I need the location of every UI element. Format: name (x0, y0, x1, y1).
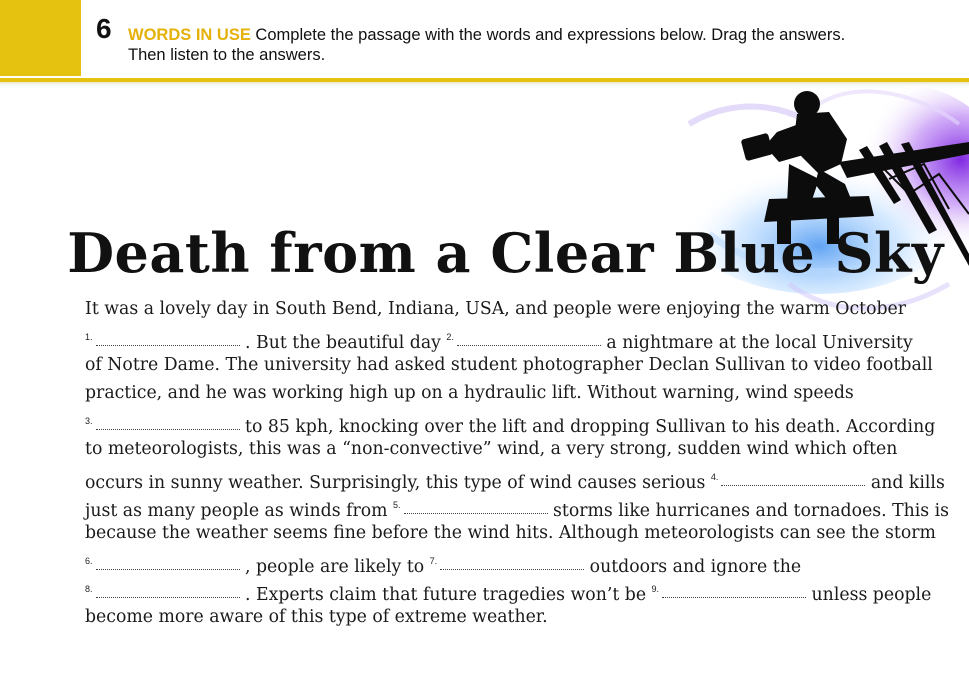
passage-text: because the weather seems fine before the wind hits. Although meteorologists can see the storm (85, 523, 936, 543)
passage-text: just as many people as winds from (85, 501, 394, 521)
section-label: WORDS IN USE (128, 26, 251, 44)
instructions (128, 25, 948, 65)
answer-gap-8[interactable] (96, 583, 240, 598)
passage-line (85, 407, 935, 435)
passage-line (85, 491, 950, 521)
instructions-line2: Then listen to the answers. (128, 46, 326, 64)
answer-gap-4[interactable] (721, 471, 865, 486)
passage-line (85, 351, 935, 379)
gap-number: 2. (446, 332, 454, 342)
passage-line (85, 295, 935, 323)
passage-line (85, 463, 945, 493)
passage-text: a nightmare at the local University (600, 333, 913, 353)
passage-text: to 85 kph, knocking over the lift and dropping Sullivan to his death. According (239, 417, 936, 437)
answer-gap-9[interactable] (662, 583, 806, 598)
passage-title: Death from a Clear Blue Sky (67, 221, 944, 285)
passage-text: . Experts claim that future tragedies won’t be (239, 585, 652, 605)
gap-number: 8. (85, 584, 93, 594)
passage-text: It was a lovely day in South Bend, Indiana, USA, and people were enjoying the warm October (85, 299, 907, 319)
passage-line (85, 547, 935, 575)
gap-number: 4. (710, 472, 719, 482)
header-bar (0, 0, 969, 78)
gap-number: 1. (85, 332, 93, 342)
camera-operator-icon (669, 84, 969, 324)
gap-number: 5. (393, 500, 401, 510)
passage-text: of Notre Dame. The university had asked student photographer Declan Sullivan to video football (85, 355, 933, 375)
passage (85, 295, 950, 631)
passage-line (85, 519, 935, 547)
passage-text: occurs in sunny weather. Surprisingly, this type of wind causes serious (85, 473, 711, 493)
passage-text: outdoors and ignore the (584, 557, 802, 577)
gap-number: 7. (429, 556, 438, 566)
answer-gap-3[interactable] (96, 415, 240, 430)
passage-text: storms like hurricanes and tornadoes. This is (547, 501, 950, 521)
passage-text: to meteorologists, this was a “non-convective” wind, a very strong, sudden wind which often (85, 439, 898, 459)
passage-text: and kills (865, 473, 945, 493)
answer-gap-1[interactable] (96, 331, 240, 346)
answer-gap-7[interactable] (440, 555, 584, 570)
exercise-number: 6 (96, 13, 112, 44)
passage-line (85, 323, 935, 351)
answer-gap-6[interactable] (96, 555, 240, 570)
passage-line (85, 575, 935, 603)
answer-gap-2[interactable] (457, 331, 601, 346)
instructions-line1: Complete the passage with the words and expressions below. Drag the answers. (250, 26, 846, 44)
passage-text: practice, and he was working high up on a hydraulic lift. Without warning, wind speeds (85, 383, 854, 403)
passage-line (85, 603, 935, 631)
passage-text: unless people (806, 585, 932, 605)
gap-number: 6. (85, 556, 93, 566)
answer-gap-5[interactable] (404, 499, 548, 514)
passage-line (85, 379, 935, 407)
gap-number: 9. (651, 584, 660, 594)
passage-text: , people are likely to (239, 557, 430, 577)
header-yellow-block (0, 0, 81, 76)
passage-line (85, 435, 935, 463)
passage-text: become more aware of this type of extreme weather. (85, 607, 548, 627)
passage-text: . But the beautiful day (239, 333, 447, 353)
gap-number: 3. (85, 416, 93, 426)
